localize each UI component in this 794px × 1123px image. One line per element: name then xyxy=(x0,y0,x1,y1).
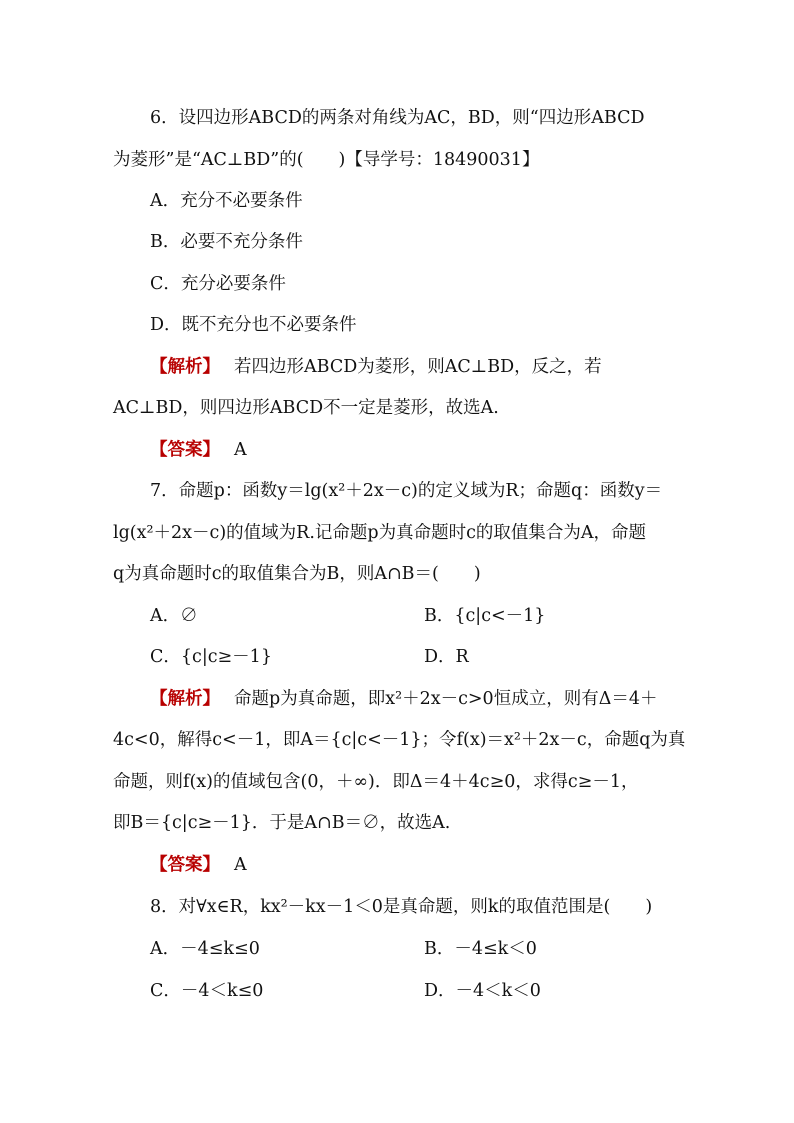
q7-option-a: A．∅ xyxy=(150,606,198,626)
q6-option-b: B．必要不充分条件 xyxy=(150,232,303,252)
q7-analysis-text-1: 命题p为真命题，即x²＋2x－c>0恒成立，则有Δ＝4＋ xyxy=(234,689,658,709)
q7-analysis-line-2: 4c<0，解得c<－1，即A＝{c|c<－1}；令f(x)＝x²＋2x－c，命题q为真 xyxy=(113,730,686,750)
q8-stem-line-1: 8．对∀x∈R，kx²－kx－1＜0是真命题，则k的取值范围是( ) xyxy=(150,897,653,917)
q7-stem-line-1: 7．命题p：函数y＝lg(x²＋2x－c)的定义域为R；命题q：函数y＝ xyxy=(150,481,663,501)
q7-analysis-line-3: 命题，则f(x)的值域包含(0，＋∞)．即Δ＝4＋4c≥0，求得c≥－1， xyxy=(113,772,639,792)
q6-stem-line-1: 6．设四边形ABCD的两条对角线为AC，BD，则“四边形ABCD xyxy=(150,108,645,128)
q7-answer xyxy=(150,853,247,877)
q8-option-a: A．－4≤k≤0 xyxy=(150,939,260,959)
q6-option-d: D．既不充分也不必要条件 xyxy=(150,315,357,335)
q7-option-b: B．{c|c<－1} xyxy=(424,606,546,626)
answer-label: 【答案】 xyxy=(150,855,220,875)
q7-stem-line-3: q为真命题时c的取值集合为B，则A∩B＝( ) xyxy=(113,564,481,584)
q6-option-a: A．充分不必要条件 xyxy=(150,191,303,211)
q7-option-d: D．R xyxy=(424,647,469,667)
q6-stem-line-2: 为菱形”是“AC⊥BD”的( )【导学号：18490031】 xyxy=(113,150,540,170)
q7-stem-line-2: lg(x²＋2x－c)的值域为R.记命题p为真命题时c的取值集合为A，命题 xyxy=(113,523,647,543)
q7-analysis-line-1 xyxy=(150,687,657,711)
answer-label: 【答案】 xyxy=(150,440,220,460)
q6-analysis-text-1: 若四边形ABCD为菱形，则AC⊥BD，反之，若 xyxy=(234,357,602,377)
q7-option-c: C．{c|c≥－1} xyxy=(150,647,272,667)
q6-analysis-line-2: AC⊥BD，则四边形ABCD不一定是菱形，故选A. xyxy=(113,398,499,418)
q8-option-d: D．－4＜k＜0 xyxy=(424,981,541,1001)
q8-option-c: C．－4＜k≤0 xyxy=(150,981,264,1001)
q7-analysis-line-4: 即B＝{c|c≥－1}．于是A∩B＝∅，故选A. xyxy=(113,813,451,833)
q6-analysis-line-1 xyxy=(150,355,602,379)
analysis-label: 【解析】 xyxy=(150,689,220,709)
q8-option-b: B．－4≤k＜0 xyxy=(424,939,537,959)
analysis-label: 【解析】 xyxy=(150,357,220,377)
q7-answer-value: A xyxy=(234,855,247,875)
q6-answer-value: A xyxy=(234,440,247,460)
q6-option-c: C．充分必要条件 xyxy=(150,274,286,294)
q6-answer xyxy=(150,438,247,462)
